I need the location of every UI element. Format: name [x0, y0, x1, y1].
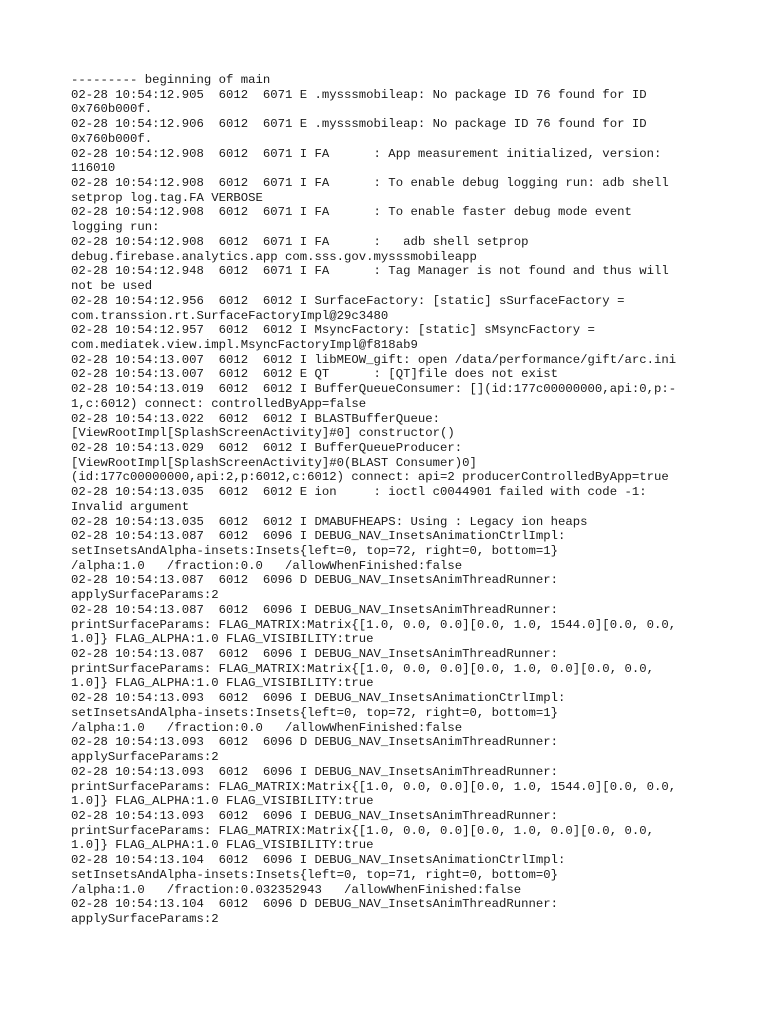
log-line: 02-28 10:54:12.956 6012 6012 I SurfaceFactory: [static] sSurfaceFactory =: [71, 293, 625, 308]
log-line: setInsetsAndAlpha-insets:Insets{left=0, top=71, right=0, bottom=0}: [71, 867, 559, 882]
log-line: 02-28 10:54:13.104 6012 6096 D DEBUG_NAV_InsetsAnimThreadRunner:: [71, 897, 559, 912]
log-line: 02-28 10:54:13.029 6012 6012 I BufferQueueProducer:: [71, 440, 463, 455]
log-line: 1.0]} FLAG_ALPHA:1.0 FLAG_VISIBILITY:true: [71, 632, 374, 647]
log-line: 1,c:6012) connect: controlledByApp=false: [71, 396, 367, 411]
log-line: 02-28 10:54:13.007 6012 6012 E QT : [QT]file does not exist: [71, 367, 559, 382]
log-document: [71, 73, 751, 927]
log-line: com.mediatek.view.impl.MsyncFactoryImpl@f818ab9: [71, 337, 418, 352]
log-line: /alpha:1.0 /fraction:0.032352943 /allowWhenFinished:false: [71, 882, 522, 897]
log-line: 116010: [71, 161, 116, 176]
log-lines: [71, 73, 751, 927]
log-line: 02-28 10:54:13.093 6012 6096 I DEBUG_NAV_InsetsAnimThreadRunner:: [71, 808, 559, 823]
log-line: printSurfaceParams: FLAG_MATRIX:Matrix{[1.0, 0.0, 0.0][0.0, 1.0, 1544.0][0.0, 0.0,: [71, 779, 677, 794]
log-line: logging run:: [71, 220, 160, 235]
log-line: 02-28 10:54:13.019 6012 6012 I BufferQueueConsumer: [](id:177c00000000,api:0,p:-: [71, 382, 677, 397]
log-line: 0x760b000f.: [71, 102, 153, 117]
log-line: setInsetsAndAlpha-insets:Insets{left=0, top=72, right=0, bottom=1}: [71, 705, 559, 720]
log-line: [ViewRootImpl[SplashScreenActivity]#0] constructor(): [71, 426, 455, 441]
log-line: 0x760b000f.: [71, 131, 153, 146]
log-line: /alpha:1.0 /fraction:0.0 /allowWhenFinished:false: [71, 720, 463, 735]
log-line: 02-28 10:54:13.035 6012 6012 I DMABUFHEAPS: Using : Legacy ion heaps: [71, 514, 588, 529]
log-line: 02-28 10:54:12.906 6012 6071 E .mysssmobileap: No package ID 76 found for ID: [71, 117, 647, 132]
log-line: 02-28 10:54:12.908 6012 6071 I FA : To enable faster debug mode event: [71, 205, 632, 220]
log-line: debug.firebase.analytics.app com.sss.gov.mysssmobileapp: [71, 249, 477, 264]
log-line: printSurfaceParams: FLAG_MATRIX:Matrix{[1.0, 0.0, 0.0][0.0, 1.0, 1544.0][0.0, 0.0,: [71, 617, 677, 632]
log-line: 02-28 10:54:13.087 6012 6096 D DEBUG_NAV_InsetsAnimThreadRunner:: [71, 573, 559, 588]
log-line: 02-28 10:54:13.093 6012 6096 I DEBUG_NAV_InsetsAnimationCtrlImpl:: [71, 691, 566, 706]
log-line: 02-28 10:54:13.087 6012 6096 I DEBUG_NAV_InsetsAnimThreadRunner:: [71, 602, 559, 617]
log-line: 02-28 10:54:12.948 6012 6071 I FA : Tag Manager is not found and thus will: [71, 264, 669, 279]
log-line: 02-28 10:54:13.022 6012 6012 I BLASTBufferQueue:: [71, 411, 440, 426]
log-line: printSurfaceParams: FLAG_MATRIX:Matrix{[1.0, 0.0, 0.0][0.0, 1.0, 0.0][0.0, 0.0,: [71, 823, 654, 838]
log-line: 02-28 10:54:13.087 6012 6096 I DEBUG_NAV_InsetsAnimThreadRunner:: [71, 647, 559, 662]
log-line: 02-28 10:54:13.093 6012 6096 D DEBUG_NAV_InsetsAnimThreadRunner:: [71, 735, 559, 750]
log-line: 1.0]} FLAG_ALPHA:1.0 FLAG_VISIBILITY:true: [71, 838, 374, 853]
log-line: printSurfaceParams: FLAG_MATRIX:Matrix{[1.0, 0.0, 0.0][0.0, 1.0, 0.0][0.0, 0.0,: [71, 661, 654, 676]
log-line: not be used: [71, 279, 153, 294]
log-line: /alpha:1.0 /fraction:0.0 /allowWhenFinished:false: [71, 558, 463, 573]
log-line: 1.0]} FLAG_ALPHA:1.0 FLAG_VISIBILITY:true: [71, 676, 374, 691]
log-line: --------- beginning of main: [71, 73, 271, 87]
log-line: 02-28 10:54:12.957 6012 6012 I MsyncFactory: [static] sMsyncFactory =: [71, 323, 595, 338]
log-line: 02-28 10:54:13.093 6012 6096 I DEBUG_NAV_InsetsAnimThreadRunner:: [71, 764, 559, 779]
log-line: applySurfaceParams:2: [71, 588, 219, 603]
log-line: [ViewRootImpl[SplashScreenActivity]#0(BLAST Consumer)0]: [71, 455, 477, 470]
log-line: setprop log.tag.FA VERBOSE: [71, 190, 263, 205]
log-line: com.transsion.rt.SurfaceFactoryImpl@29c3480: [71, 308, 389, 323]
log-line: (id:177c00000000,api:2,p:6012,c:6012) connect: api=2 producerControlledByApp=true: [71, 470, 669, 485]
log-line: 02-28 10:54:12.908 6012 6071 I FA : To enable debug logging run: adb shell: [71, 176, 669, 191]
log-line: 02-28 10:54:12.905 6012 6071 E .mysssmobileap: No package ID 76 found for ID: [71, 87, 647, 102]
log-line: 02-28 10:54:13.007 6012 6012 I libMEOW_gift: open /data/performance/gift/arc.ini: [71, 352, 677, 367]
log-line: 02-28 10:54:12.908 6012 6071 I FA : App measurement initialized, version:: [71, 146, 662, 161]
log-line: 02-28 10:54:13.104 6012 6096 I DEBUG_NAV_InsetsAnimationCtrlImpl:: [71, 853, 566, 868]
log-line: 1.0]} FLAG_ALPHA:1.0 FLAG_VISIBILITY:true: [71, 794, 374, 809]
log-line: 02-28 10:54:13.087 6012 6096 I DEBUG_NAV_InsetsAnimationCtrlImpl:: [71, 529, 566, 544]
log-line: setInsetsAndAlpha-insets:Insets{left=0, top=72, right=0, bottom=1}: [71, 544, 559, 558]
log-line: 02-28 10:54:12.908 6012 6071 I FA : adb shell setprop: [71, 234, 529, 249]
log-line: applySurfaceParams:2: [71, 911, 219, 926]
log-line: Invalid argument: [71, 499, 190, 514]
log-line: 02-28 10:54:13.035 6012 6012 E ion : ioctl c0044901 failed with code -1:: [71, 485, 647, 500]
log-line: applySurfaceParams:2: [71, 750, 219, 765]
